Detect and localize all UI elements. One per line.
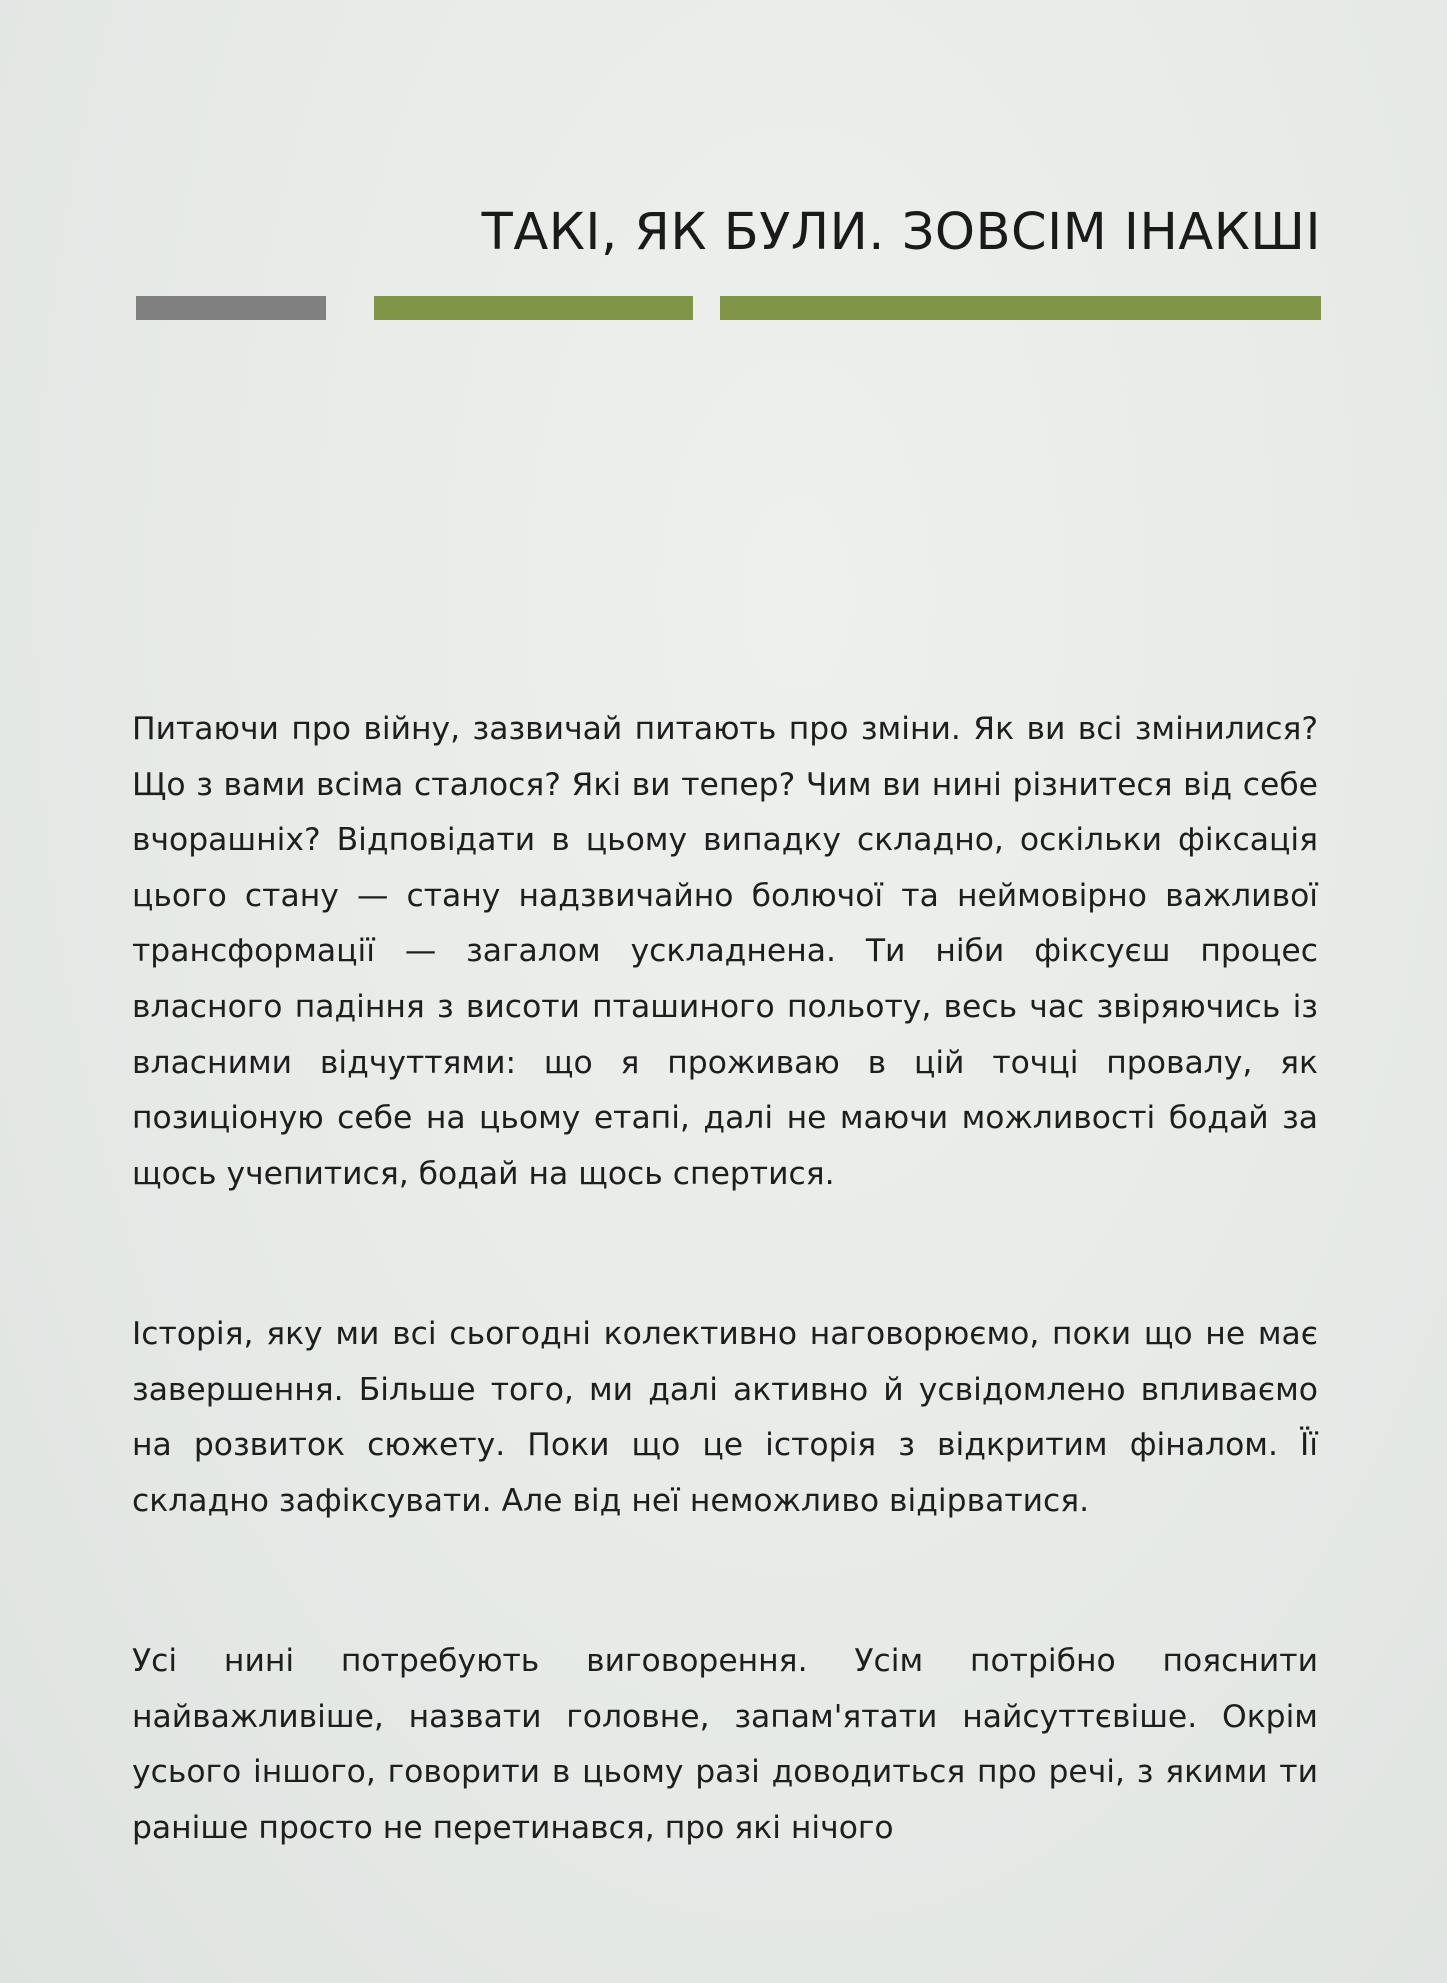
body-paragraph-3: Усі нині потребують виговорення. Усім потрібно пояснити найважливіше, назвати головне, запам'ятати найсуттєвіше. Окрім усього іншого, говорити в цьому разі доводиться про речі, з якими ти раніше просто не перетинався, про які нічого xyxy=(132,1643,1318,1846)
page-title: ТАКІ, ЯК БУЛИ. ЗОВСІМ ІНАКШІ xyxy=(481,203,1321,262)
decorative-bar-green-short xyxy=(374,296,693,320)
decorative-bar-green-long xyxy=(720,296,1321,320)
decorative-bar-gray xyxy=(136,296,326,320)
body-paragraph-2: Історія, яку ми всі сьогодні колективно наговорюємо, поки що не має завершення. Більше того, ми далі активно й усвідомлено впливаємо на розвиток сюжету. Поки що це історія з відкритим фіналом. Її складно зафіксувати. Але від неї неможливо відірватися. xyxy=(132,1316,1318,1519)
body-paragraph-1: Питаючи про війну, зазвичай питають про зміни. Як ви всі змінилися? Що з вами всіма сталося? Які ви тепер? Чим ви нині різнитеся від себе вчорашніх? Відповідати в цьому випадку складно, оскільки фіксація цього стану — стану надзвичайно болючої та неймовірно важливої трансформації — загалом ускладнена. Ти ніби фіксуєш процес власного падіння з висоти пташиного польоту, весь час звіряючись із власними відчуттями: що я проживаю в цій точці провалу, як позиціоную себе на цьому етапі, далі не маючи можливості бодай за щось учепитися, бодай на щось спертися. xyxy=(132,711,1318,1192)
